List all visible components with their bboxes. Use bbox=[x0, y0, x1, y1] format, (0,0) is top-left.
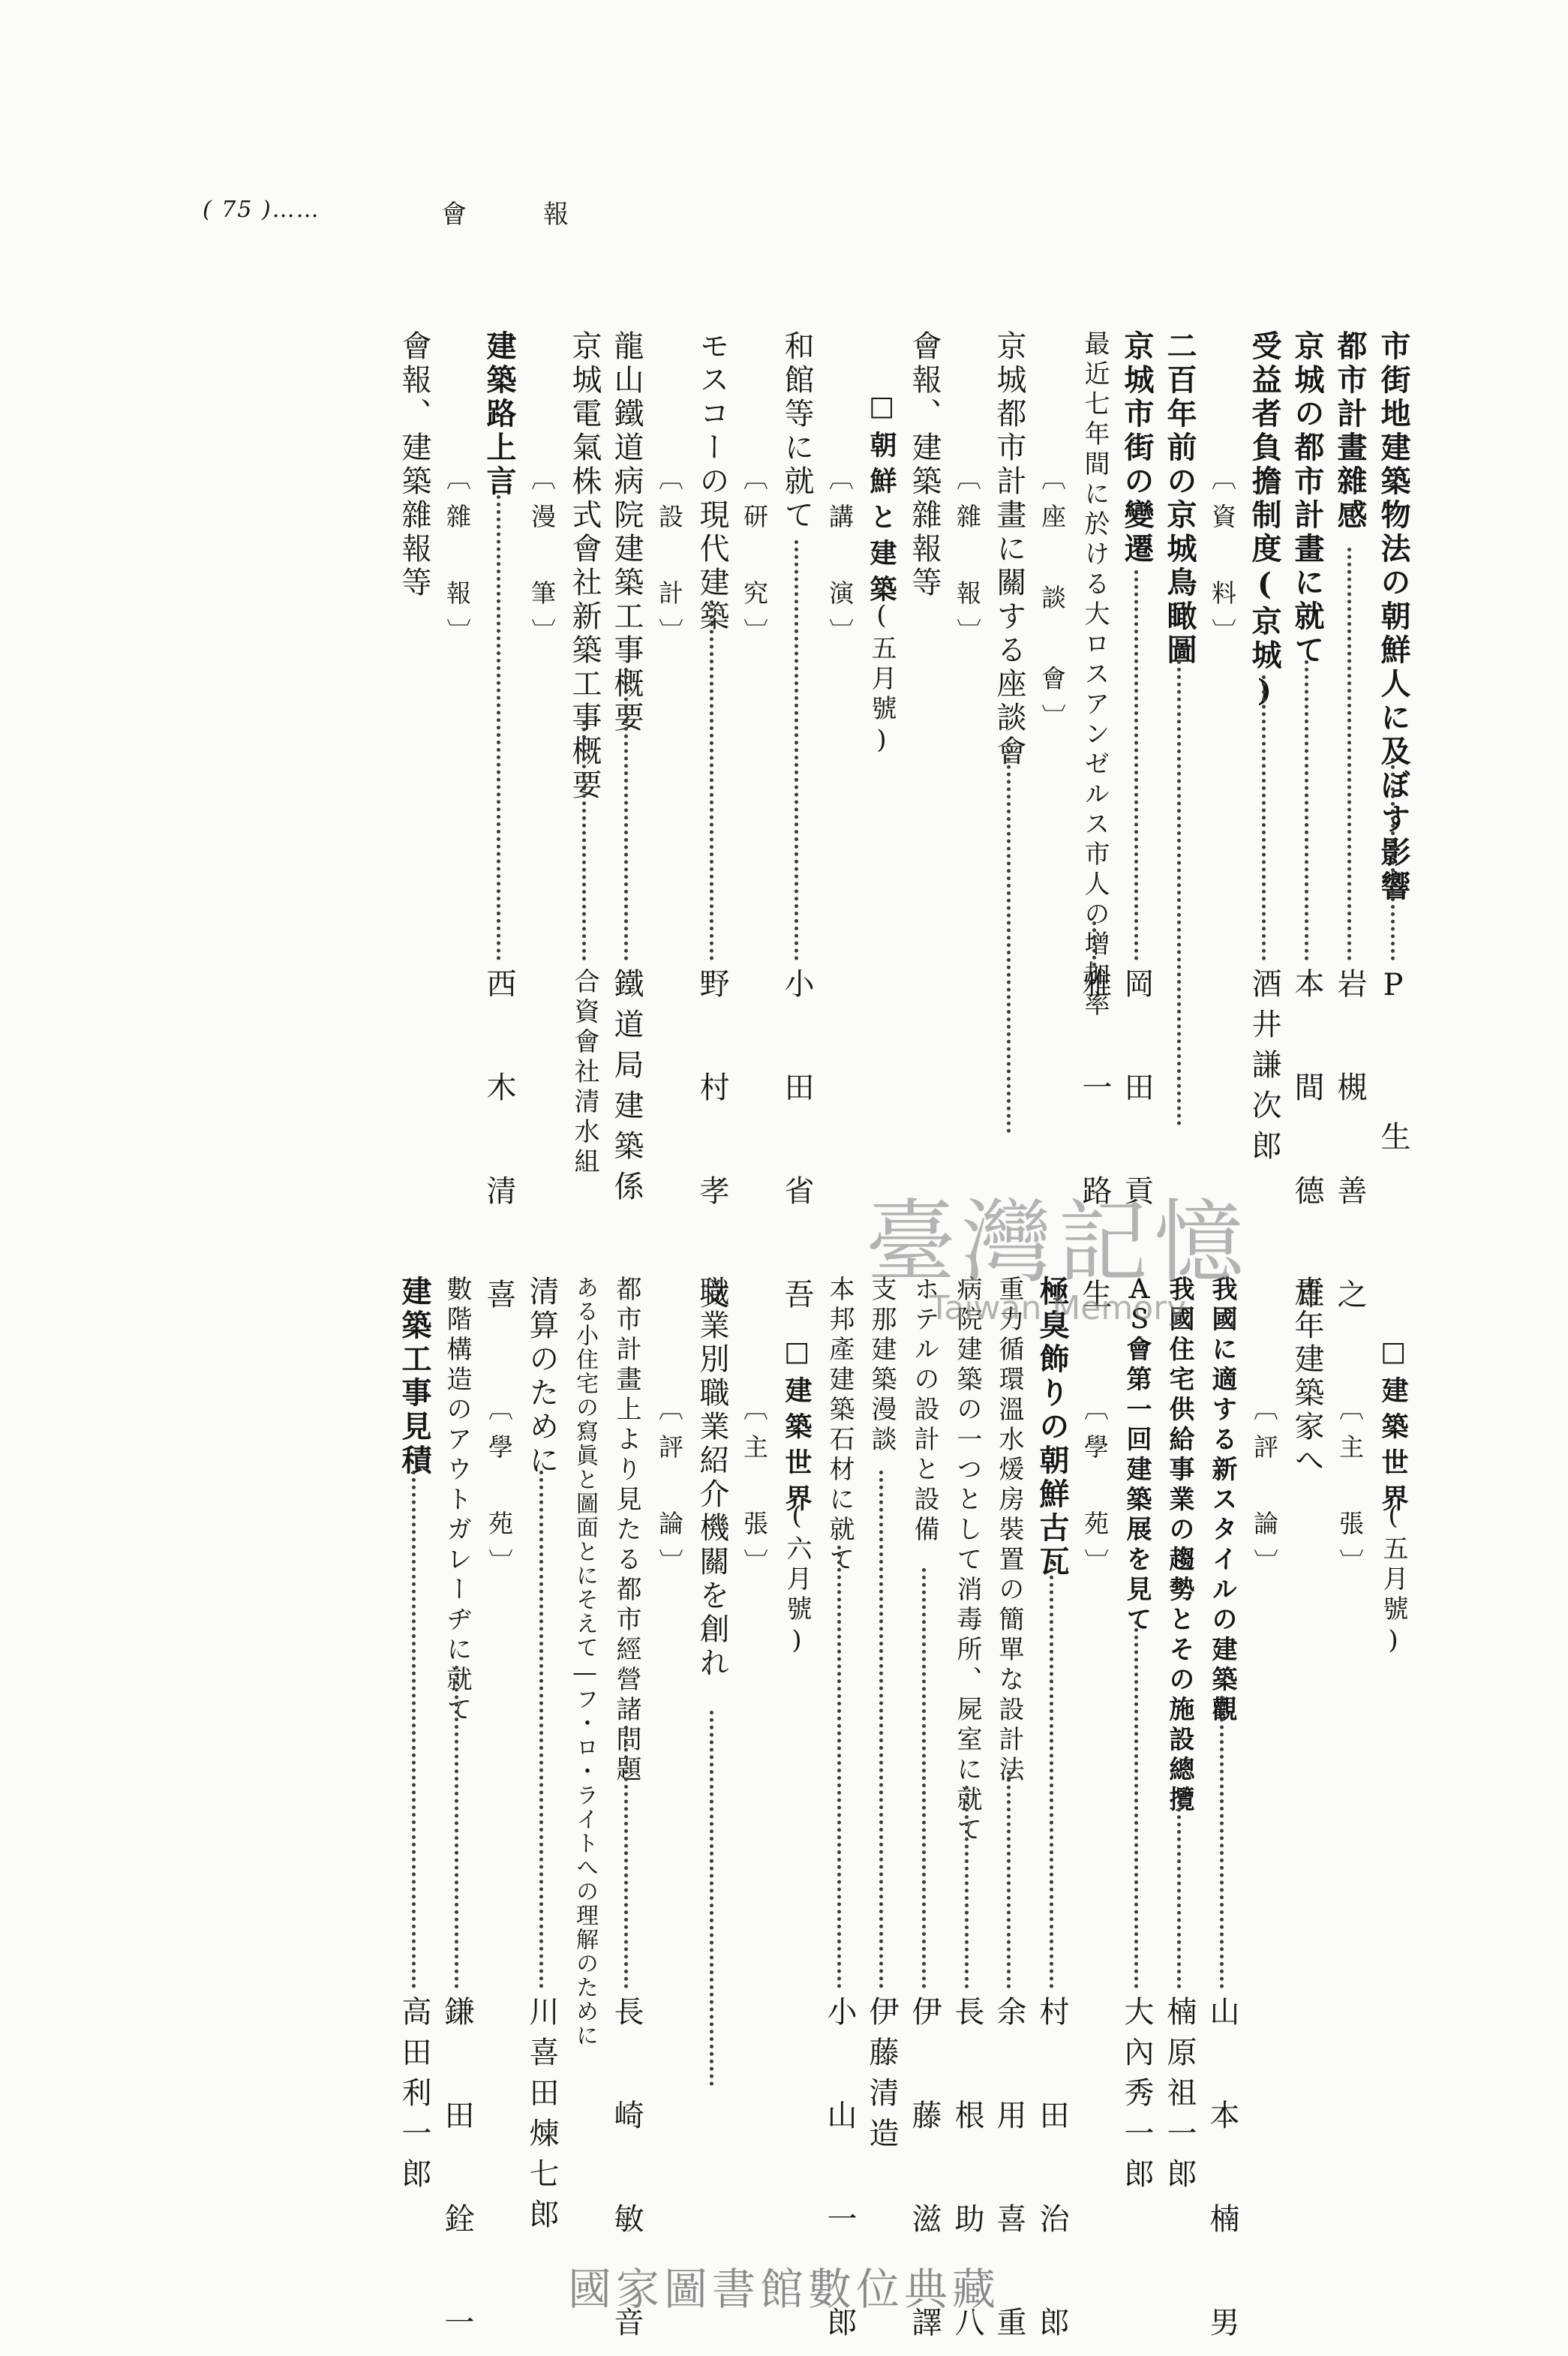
dot-leader bbox=[1391, 758, 1395, 960]
entry-title: 市街地建築物法の朝鮮人に及ぼす影響 bbox=[1376, 330, 1411, 904]
entry-author: 長 根 助 八 bbox=[950, 1996, 984, 2356]
entry-author: 小 田 省 吾 bbox=[779, 968, 814, 1328]
entry-author: 村 田 治 郎 bbox=[1035, 1996, 1069, 2356]
category-label: 〔學 苑〕 bbox=[1080, 1396, 1110, 1587]
header-leader: …… bbox=[272, 197, 320, 223]
entry-title: 職業別職業紹介機關を創れ bbox=[695, 1276, 729, 1681]
entry-title: 建築路上言 bbox=[482, 330, 517, 499]
entry-author: 山 本 楠 男 bbox=[1205, 1996, 1239, 2356]
entry-author: 酒井謙次郎 bbox=[1247, 968, 1281, 1170]
entry-title: ＡＳ會第一回建築展を見て bbox=[1122, 1276, 1152, 1636]
entry-author: 本 間 德 雄 bbox=[1290, 968, 1324, 1328]
entry-author: 伊藤清造 bbox=[864, 1996, 899, 2158]
dot-leader bbox=[1007, 1771, 1011, 1988]
dot-leader bbox=[412, 1471, 416, 1988]
entry-title: 最近七年間に於ける大ロスアンゼルス市人の增加率 bbox=[1080, 330, 1110, 1020]
dot-leader bbox=[1177, 660, 1181, 1125]
footer-caption: 國家圖書館數位典藏 bbox=[567, 2264, 1000, 2315]
entry-title: 京城の都市計畫に就て bbox=[1290, 330, 1325, 668]
entry-author: 小 山 一 郎 bbox=[822, 1996, 857, 2356]
category-label: 〔座 談 會〕 bbox=[1038, 465, 1067, 742]
entry-author: 伊 藤 滋 譯 bbox=[907, 1996, 942, 2356]
dot-leader bbox=[710, 1711, 713, 2086]
dot-leader bbox=[879, 1471, 883, 1988]
entry-author: 大內秀一郎 bbox=[1119, 1996, 1154, 2198]
dot-leader bbox=[1177, 1793, 1181, 1988]
entry-author: 合資會社清水組 bbox=[569, 968, 599, 1178]
dot-leader bbox=[710, 600, 713, 960]
magazine-title: □建築世界 bbox=[781, 1336, 813, 1520]
dot-leader bbox=[1347, 548, 1351, 960]
category-label: 〔雜 報〕 bbox=[443, 465, 472, 657]
dot-leader bbox=[922, 1568, 926, 1988]
dot-leader bbox=[1220, 1696, 1224, 1988]
dot-leader bbox=[1262, 675, 1266, 960]
category-label: 〔評 論〕 bbox=[1250, 1396, 1279, 1587]
entry-author: P 生 bbox=[1376, 968, 1410, 1170]
watermark bbox=[795, 1170, 1320, 1327]
entry-title: 重力循環溫水煖房裝置の簡單な設計法 bbox=[994, 1276, 1024, 1786]
entry-title: 和館等に就て bbox=[779, 330, 814, 533]
page-header bbox=[203, 197, 569, 233]
dot-leader bbox=[1134, 1621, 1138, 1988]
category-label: 〔雜 報〕 bbox=[953, 465, 982, 657]
category-label: 〔研 究〕 bbox=[740, 465, 769, 657]
magazine-title: □建築世界 bbox=[1377, 1336, 1409, 1520]
dot-leader bbox=[795, 540, 798, 960]
entry-title: ある小住宅の寫眞と圖面とにそえて―フ・ロ・ライトへの理解のために bbox=[572, 1276, 598, 2048]
dot-leader bbox=[1050, 1561, 1053, 1988]
entry-title: 都市計畫上より見たる都市經營諸問題 bbox=[611, 1276, 641, 1786]
dot-leader bbox=[837, 1546, 841, 1988]
entry-title: 清算のために bbox=[524, 1276, 559, 1478]
entry-title: 受益者負擔制度(京城) bbox=[1247, 330, 1282, 712]
page-title: 會 報 bbox=[441, 200, 569, 230]
dot-leader bbox=[582, 720, 586, 960]
category-label: 〔漫 筆〕 bbox=[527, 465, 557, 657]
category-label: 〔主 張〕 bbox=[740, 1396, 769, 1587]
entry-title: ホテルの設計と設備 bbox=[909, 1276, 939, 1546]
entry-title: モスコーの現代建築 bbox=[695, 330, 729, 634]
entry-title: 二百年前の京城鳥瞰圖 bbox=[1162, 330, 1197, 668]
entry-title: 建築工事見積 bbox=[397, 1276, 432, 1478]
category-label: 〔講 演〕 bbox=[825, 465, 855, 657]
entry-title: 青年建築家へ bbox=[1290, 1276, 1324, 1478]
watermark-subtext: Taiwan Memory bbox=[929, 1289, 1187, 1327]
entry-title: 我國住宅供給事業の趨勢とその施設總攬 bbox=[1164, 1276, 1194, 1816]
entry-author: 西 木 清 喜 bbox=[482, 968, 516, 1328]
entry-title: 京城市街の變遷 bbox=[1119, 330, 1155, 566]
entry-author: 岡 田 貢 bbox=[1119, 968, 1154, 1225]
entry-author: 雅 一 路 生 bbox=[1077, 968, 1112, 1328]
entry-title: 極臭飾りの朝鮮古瓦 bbox=[1035, 1276, 1070, 1579]
watermark-text: 臺灣記憶 bbox=[866, 1191, 1250, 1295]
category-label: 〔主 張〕 bbox=[1335, 1396, 1365, 1587]
dot-leader bbox=[539, 1471, 543, 1988]
entry-author: 鐵道局建築係 bbox=[609, 968, 644, 1211]
entry-title: 病院建築の一つとして消毒所、屍室に就て bbox=[952, 1276, 982, 1846]
entry-title: 支那建築漫談 bbox=[867, 1276, 897, 1456]
dot-leader bbox=[497, 495, 500, 960]
entry-title: 京城電氣株式會社新築工事概要 bbox=[567, 330, 602, 803]
entry-title: 數階構造のアウトガレーヂに就て bbox=[442, 1276, 472, 1726]
entry-author: 高田利一郎 bbox=[397, 1996, 431, 2198]
entry-title: 龍山鐵道病院建築工事概要 bbox=[609, 330, 644, 735]
entry-author: 川喜田煉七郎 bbox=[524, 1996, 559, 2239]
magazine-issue: (五月號) bbox=[867, 600, 897, 759]
page-number: ( 75 ) bbox=[203, 197, 272, 223]
category-label: 〔資 料〕 bbox=[1208, 465, 1237, 657]
category-label: 〔學 苑〕 bbox=[485, 1396, 514, 1587]
category-label: 〔評 論〕 bbox=[655, 1396, 684, 1587]
entry-author: 楠原祖一郎 bbox=[1162, 1996, 1197, 2198]
entry-author: 岩 槻 善 之 bbox=[1332, 968, 1367, 1328]
entry-title: 都市計畫雜感 bbox=[1332, 330, 1368, 533]
dot-leader bbox=[455, 1666, 458, 1988]
dot-leader bbox=[1305, 660, 1308, 960]
magazine-title: □朝鮮と建築 bbox=[866, 390, 897, 611]
dot-leader bbox=[1007, 743, 1011, 1133]
entry-title: 本邦產建築石材に就て bbox=[825, 1276, 855, 1576]
category-label: 〔設 計〕 bbox=[655, 465, 684, 657]
dot-leader bbox=[1134, 570, 1138, 960]
dot-leader bbox=[1092, 921, 1096, 966]
entry-author: 余 用 喜 重 bbox=[992, 1996, 1026, 2356]
entry-author: 野 村 孝 文 bbox=[695, 968, 729, 1328]
entry-author: 長 崎 敏 音 bbox=[609, 1996, 644, 2356]
magazine-issue: (六月號) bbox=[782, 1501, 812, 1660]
entry-author: 鎌 田 銓 一 bbox=[440, 1996, 474, 2356]
entry-title: 會報、建築雜報等 bbox=[907, 330, 942, 600]
entry-title: 京城都市計畫に關する座談會 bbox=[992, 330, 1026, 769]
entry-title: 會報、建築雜報等 bbox=[397, 330, 431, 600]
dot-leader bbox=[624, 1726, 628, 1988]
magazine-issue: (五月號) bbox=[1378, 1501, 1408, 1660]
dot-leader bbox=[624, 668, 628, 960]
entry-title: 我國に適する新スタイルの建築觀 bbox=[1207, 1276, 1237, 1726]
dot-leader bbox=[965, 1786, 969, 1988]
